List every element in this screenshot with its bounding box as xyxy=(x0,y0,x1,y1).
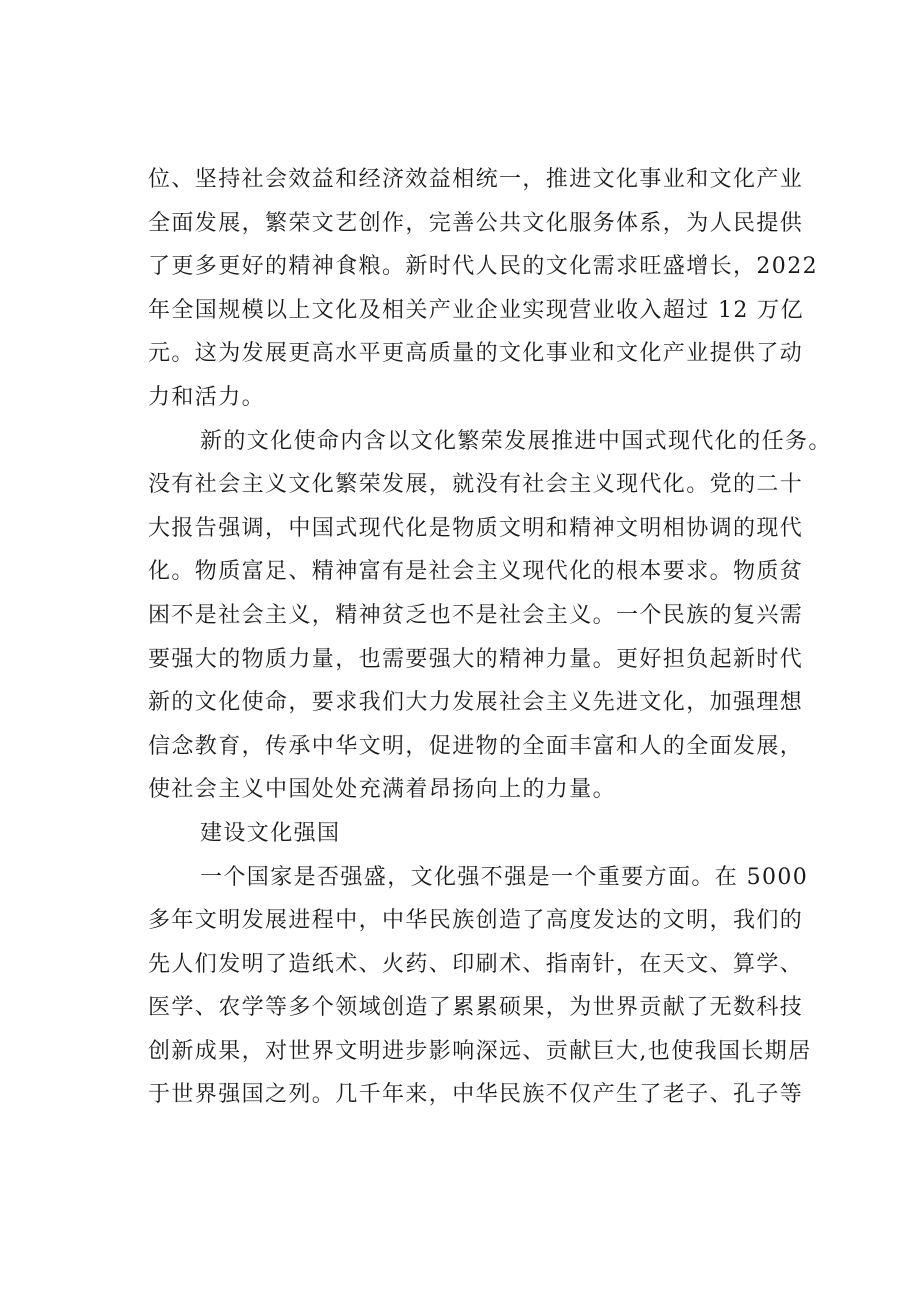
text-line: 信念教育，传承中华文明，促进物的全面丰富和人的全面发展， xyxy=(148,733,804,759)
body-text xyxy=(148,158,832,1117)
text-line: 位、坚持社会效益和经济效益相统一，推进文化事业和文化产业 xyxy=(148,167,804,192)
text-line: 于世界强国之列。几千年来，中华民族不仅产生了老子、孔子等 xyxy=(148,1082,804,1108)
text-line: 新的文化使命，要求我们大力发展社会主义先进文化，加强理想 xyxy=(148,690,804,716)
text-line: 年全国规模以上文化及相关产业企业实现营业收入超过 12 万亿 xyxy=(148,297,804,323)
paragraph-start-line: 新的文化使命内含以文化繁荣发展推进中国式现代化的任务。 xyxy=(200,428,832,454)
text-line: 先人们发明了造纸术、火药、印刷术、指南针，在天文、算学、 xyxy=(148,951,804,977)
text-line: 全面发展，繁荣文艺创作，完善公共文化服务体系，为人民提供 xyxy=(148,210,804,236)
text-line: 了更多更好的精神食粮。新时代人民的文化需求旺盛增长，2022 xyxy=(148,254,818,280)
text-line: 医学、农学等多个领域创造了累累硕果，为世界贡献了无数科技 xyxy=(148,995,804,1021)
text-line: 要强大的物质力量，也需要强大的精神力量。更好担负起新时代 xyxy=(148,646,804,672)
paragraph-start-line: 一个国家是否强盛，文化强不强是一个重要方面。在 5000 xyxy=(200,864,809,890)
text-line: 化。物质富足、精神富有是社会主义现代化的根本要求。物质贫 xyxy=(148,559,804,585)
section-heading: 建设文化强国 xyxy=(200,820,341,846)
text-line: 多年文明发展进程中，中华民族创造了高度发达的文明，我们的 xyxy=(148,908,804,934)
text-line: 元。这为发展更高水平更高质量的文化事业和文化产业提供了动 xyxy=(148,341,804,367)
text-line: 没有社会主义文化繁荣发展，就没有社会主义现代化。党的二十 xyxy=(148,472,804,498)
text-line: 创新成果，对世界文明进步影响深远、贡献巨大,也使我国长期居 xyxy=(148,1038,812,1064)
text-line: 力和活力。 xyxy=(148,384,266,410)
text-line: 大报告强调，中国式现代化是物质文明和精神文明相协调的现代 xyxy=(148,515,804,541)
text-line: 困不是社会主义，精神贫乏也不是社会主义。一个民族的复兴需 xyxy=(148,602,804,628)
text-line: 使社会主义中国处处充满着昂扬向上的力量。 xyxy=(148,777,617,803)
